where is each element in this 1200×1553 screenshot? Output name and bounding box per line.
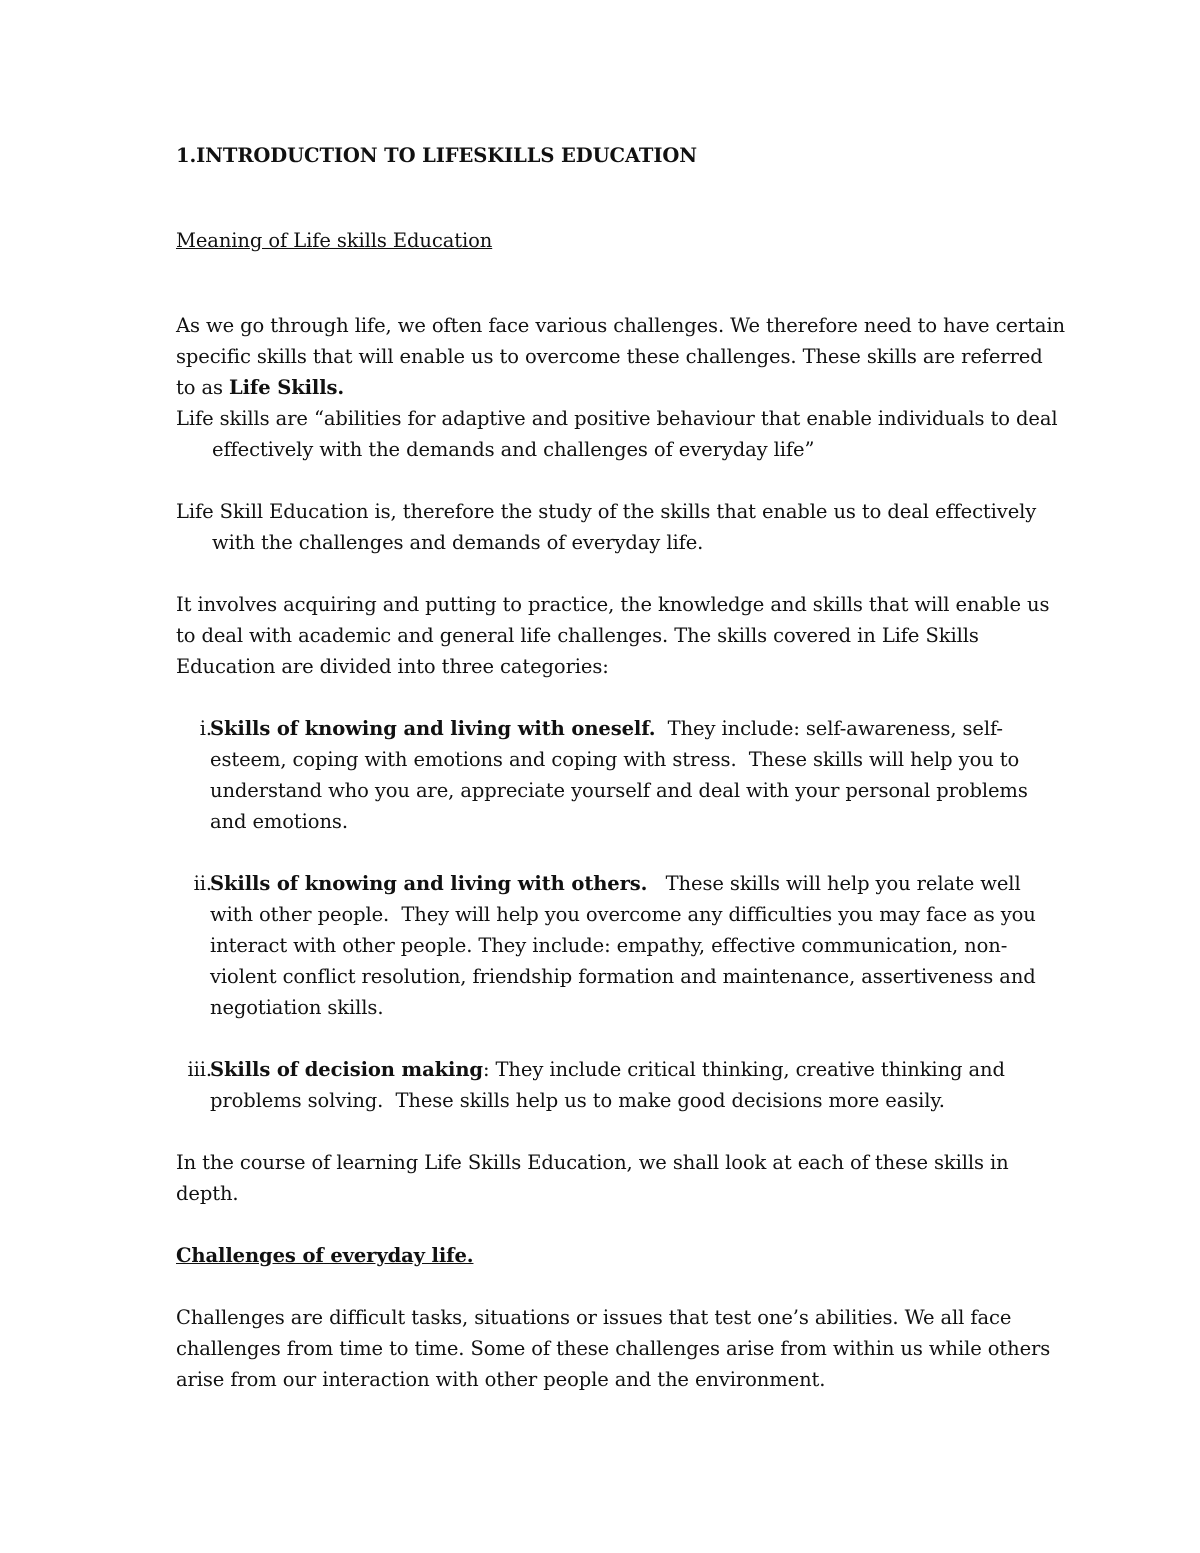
intro-text: As we go through life, we often face various challenges. We therefore need to have certain specific skills that will enable us to overcome these challenges. These skills are referred to as — [176, 314, 1065, 399]
intro-bold-term: Life Skills. — [229, 376, 345, 399]
list-numeral: iii. — [187, 1058, 212, 1081]
list-item-text — [210, 713, 1066, 837]
category-title: Skills of knowing and living with oneself. — [210, 717, 656, 740]
document-body — [176, 140, 1066, 1395]
list-item — [176, 713, 1066, 837]
list-item-text — [210, 868, 1066, 1023]
list-item — [176, 1054, 1066, 1116]
category-description: : They include critical thinking, creative thinking and problems solving. These skills help us to make good decisions more easily. — [210, 1058, 1011, 1112]
list-item-text — [210, 1054, 1066, 1116]
document-title: 1.INTRODUCTION TO LIFESKILLS EDUCATION — [176, 144, 697, 167]
intro-paragraph — [176, 310, 1066, 403]
involves-paragraph: It involves acquiring and putting to practice, the knowledge and skills that will enable us to deal with academic and general life challenges. The skills covered in Life Skills Education are divided into three categories: — [176, 593, 1050, 678]
list-numeral: ii. — [193, 872, 212, 895]
course-paragraph: In the course of learning Life Skills Education, we shall look at each of these skills in depth. — [176, 1151, 1009, 1205]
category-description: They include: self-awareness, self-esteem, coping with emotions and coping with stress. These skills will help you to understand who you are, appreciate yourself and deal with your personal problems and emotions. — [210, 717, 1034, 833]
education-definition-paragraph: Life Skill Education is, therefore the study of the skills that enable us to deal effectively with the challenges and demands of everyday life. — [176, 500, 1037, 554]
category-title: Skills of knowing and living with others. — [210, 872, 648, 895]
subheading-meaning: Meaning of Life skills Education — [176, 229, 493, 252]
category-title: Skills of decision making — [210, 1058, 483, 1081]
list-item — [176, 868, 1066, 1023]
categories-list — [176, 713, 1066, 1116]
list-numeral: i. — [199, 717, 212, 740]
challenges-heading: Challenges of everyday life. — [176, 1244, 474, 1267]
challenges-paragraph: Challenges are difficult tasks, situations or issues that test one’s abilities. We all face challenges from time to time. Some of these challenges arise from within us while others arise from our interaction with other people and the environment. — [176, 1306, 1051, 1391]
definition-paragraph: Life skills are “abilities for adaptive and positive behaviour that enable individuals to deal effectively with the demands and challenges of everyday life” — [176, 407, 1058, 461]
category-description: These skills will help you relate well with other people. They will help you overcome any difficulties you may face as you interact with other people. They include: empathy, effective communication, non-violent conflict resolution, friendship formation and maintenance, assertiveness and negotiation skills. — [210, 872, 1042, 1019]
